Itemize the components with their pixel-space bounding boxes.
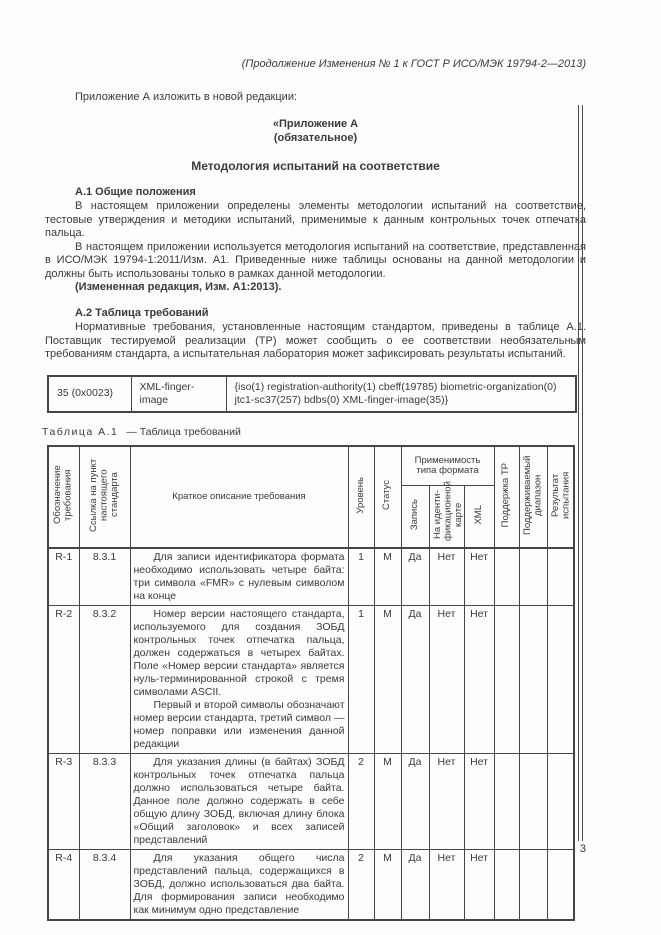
requirements-table-header [48, 446, 574, 548]
main-title: Методология испытаний на соответствие [191, 159, 440, 173]
col-header-designation: Обозначение требования [48, 446, 79, 548]
record-cell: Да [401, 850, 429, 921]
status-cell: М [374, 850, 401, 921]
level-cell: 1 [348, 606, 374, 754]
req-id-cell: R-3 [48, 754, 79, 850]
col-header-id-card: На иденти- фикационной карте [429, 486, 464, 549]
amended-edition-note: (Измененная редакция, Изм. А1:2013). [75, 281, 282, 293]
clause-cell: 8.3.2 [79, 606, 130, 754]
annex-title: «Приложение А [272, 118, 359, 130]
change-bar [578, 105, 583, 841]
record-cell: Да [401, 754, 429, 850]
col-header-supported-range: Поддерживаемый диапазон [519, 446, 547, 548]
section-a1-paragraph-1: В настоящем приложении определены элементы методологии испытаний на соответствие, тестовые утверждения и методики испытаний, применимые к данным контрольных точек отпечатка пальца. [45, 200, 586, 239]
col-header-xml: XML [464, 486, 494, 549]
req-id-cell: R-1 [48, 548, 79, 606]
section-a2-paragraph-1: Нормативные требования, установленные настоящим стандартом, приведены в таблице А.1. Поставщик тестируемой реализации (ТР) может сообщить о ее соответствии необязательным требованиям стандарта, а испытательная лаборатория может зафиксировать результаты испытаний. [45, 321, 586, 360]
result-cell [547, 606, 574, 754]
col-header-tr-support: Поддержка ТР [494, 446, 519, 548]
format-oid-cell: {iso(1) registration-authority(1) cbeff(19785) biometric-organization(0) jtc1-sc37(257) bdbs(0) XML-finger-image(35)} [226, 376, 576, 412]
requirement-row [48, 850, 574, 921]
level-cell: 2 [348, 850, 374, 921]
level-cell: 2 [348, 754, 374, 850]
col-header-clause-ref: Ссылка на пункт настоящего стандарта [79, 446, 130, 548]
section-a1-paragraph-2: В настоящем приложении используется методология испытаний на соответствие, представленная в ИСО/МЭК 19794-1:2011/Изм. А1. Приведенные ниже таблицы основаны на данной методологии и должны быть использованы только в рамках данной методологии. [45, 240, 586, 280]
result-cell [547, 548, 574, 606]
tr-support-cell [494, 606, 519, 754]
annex-subtitle: (обязательное) [273, 131, 358, 144]
description-paragraph: Для указания общего числа представлений пальца, содержащихся в ЗОБД, должно использоваться два байта. Для формирования записи необходимо как минимум одно представление [133, 852, 345, 916]
description-paragraph: Для указания длины (в байтах) ЗОБД контрольных точек отпечатка пальца должно использоваться четыре байта. Данное поле должно содержать в себе общую длину ЗОБД, включая длину блока «Общий заголовок» и всех записей представлений [133, 756, 345, 846]
record-cell: Да [401, 548, 429, 606]
xml-cell: Нет [464, 754, 494, 850]
level-cell: 1 [348, 548, 374, 606]
range-cell [519, 606, 547, 754]
lead-paragraph: Приложение А изложить в новой редакции: [75, 90, 298, 103]
table-caption-label: Таблица А.1 [42, 425, 119, 438]
status-cell: М [374, 548, 401, 606]
description-paragraph: Для записи идентификатора формата необходимо использовать четыре байта: три символа «FMR» с нулевым символом на конце [133, 551, 345, 602]
clause-cell: 8.3.4 [79, 850, 130, 921]
section-a2-heading: А.2 Таблица требований [75, 306, 209, 319]
record-cell: Да [401, 606, 429, 754]
req-id-cell: R-2 [48, 606, 79, 754]
xml-cell: Нет [464, 850, 494, 921]
col-header-applicability: Применимость типа формата [401, 446, 494, 486]
clause-cell: 8.3.3 [79, 754, 130, 850]
table-row [48, 376, 576, 412]
id-card-cell: Нет [429, 548, 464, 606]
requirement-row [48, 606, 574, 754]
table-caption-text: — Таблица требований [126, 425, 241, 438]
requirement-row [48, 548, 574, 606]
result-cell [547, 754, 574, 850]
clause-cell: 8.3.1 [79, 548, 130, 606]
id-card-cell: Нет [429, 606, 464, 754]
id-card-cell: Нет [429, 754, 464, 850]
description-cell [130, 548, 348, 606]
range-cell [519, 850, 547, 921]
xml-cell: Нет [464, 606, 494, 754]
status-cell: М [374, 754, 401, 850]
tr-support-cell [494, 548, 519, 606]
table-caption [42, 426, 586, 440]
req-id-cell: R-4 [48, 850, 79, 921]
header-row-top [48, 446, 574, 486]
requirement-row [48, 754, 574, 850]
format-identifier-table [47, 375, 577, 413]
description-cell [130, 606, 348, 754]
section-a1-heading: А.1 Общие положения [75, 185, 196, 198]
content-column [42, 0, 586, 921]
description-paragraph: Номер версии настоящего стандарта, используемого для создания ЗОБД контрольных точек отпечатка пальца, должен содержаться в четырех байтах. Поле «Номер версии стандарта» является нуль-терминированной строкой с тремя символами ASCII. [133, 608, 345, 698]
range-cell [519, 754, 547, 850]
format-id-cell: 35 (0x0023) [48, 376, 131, 412]
tr-support-cell [494, 754, 519, 850]
format-name-cell: XML-finger-image [131, 376, 226, 412]
description-paragraph-2: Первый и второй символы обозначают номер версии стандарта, третий символ — номер поправки или изменения данной редакции [133, 699, 345, 750]
status-cell: М [374, 606, 401, 754]
col-header-description: Краткое описание требования [130, 446, 348, 548]
xml-cell: Нет [464, 548, 494, 606]
page-number: 3 [579, 843, 586, 855]
description-cell [130, 754, 348, 850]
id-card-cell: Нет [429, 850, 464, 921]
running-header: (Продолжение Изменения № 1 к ГОСТ Р ИСО/МЭК 19794-2—2013) [241, 58, 586, 70]
range-cell [519, 548, 547, 606]
tr-support-cell [494, 850, 519, 921]
description-cell [130, 850, 348, 921]
col-header-test-result: Результат испытания [547, 446, 574, 548]
col-header-level: Уровень [348, 446, 374, 548]
col-header-record: Запись [401, 486, 429, 549]
col-header-status: Статус [374, 446, 401, 548]
result-cell [547, 850, 574, 921]
